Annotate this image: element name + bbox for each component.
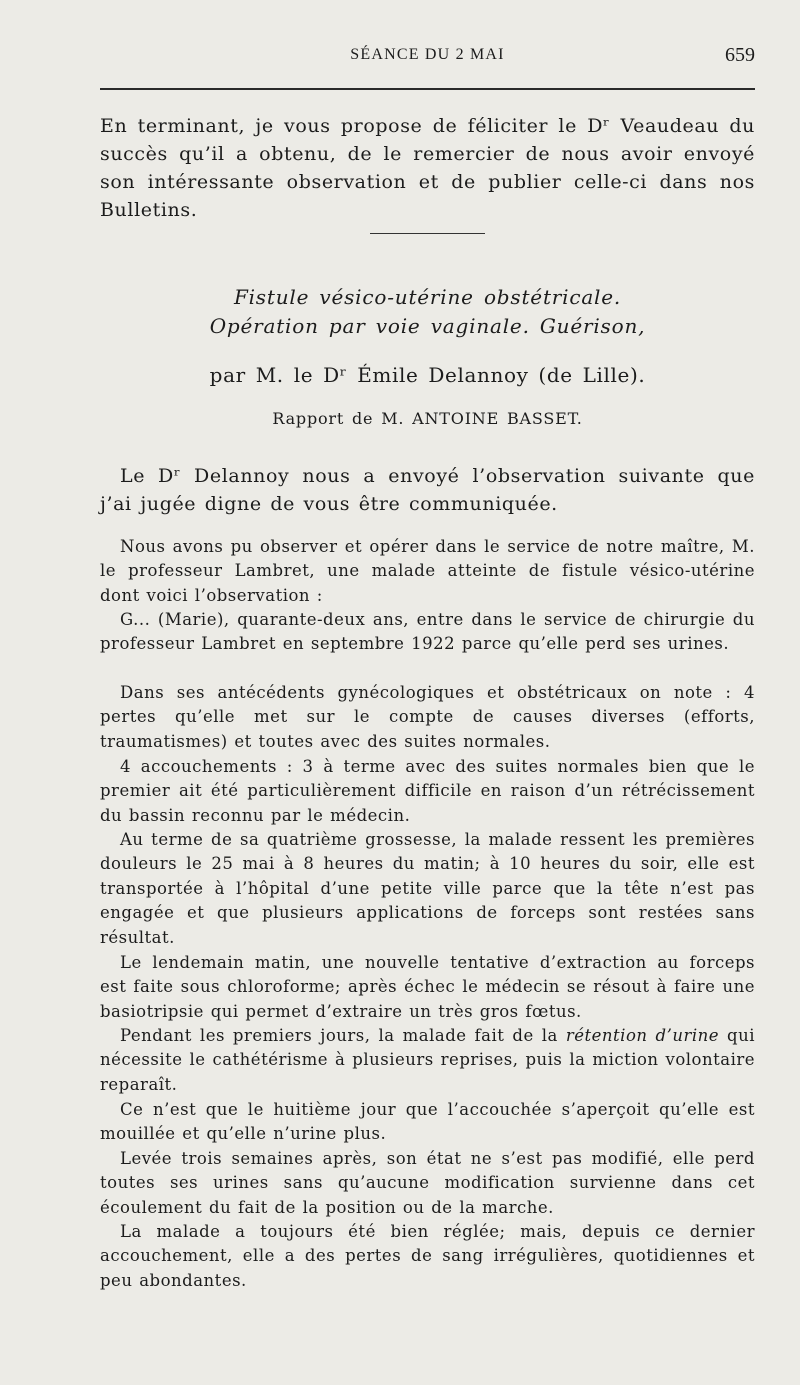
page-number: 659 xyxy=(725,44,755,66)
p7-text-after: qui nécessite le cathétérisme à plusieurs reprises, puis la miction volontaire reparaît. xyxy=(100,1026,755,1094)
body-paragraph-2: G... (Marie), quarante-deux ans, entre dans le service de chirurgie du professeur Lambret en septembre 1922 parce qu’elle perd ses urines. xyxy=(100,610,755,654)
body-paragraph-3: Dans ses antécédents gynécologiques et obstétricaux on note : 4 pertes qu’elle met sur le compte de causes diverses (efforts, traumatismes) et toutes avec des suites normales. xyxy=(100,683,755,751)
body-paragraph-9: Levée trois semaines après, son état ne s’est pas modifié, elle perd toutes ses urines sans qu’aucune modification survienne dans cet écoulement du fait de la position ou de la marche. xyxy=(100,1149,755,1217)
body-paragraph-7 xyxy=(100,1024,755,1097)
header-rule xyxy=(100,88,755,90)
section-separator xyxy=(370,233,485,234)
body-paragraph-10: La malade a toujours été bien réglée; mais, depuis ce dernier accouchement, elle a des pertes de sang irrégulières, quotidiennes et peu abondantes. xyxy=(100,1222,755,1290)
intro-paragraph: En terminant, je vous propose de féliciter le Dʳ Veaudeau du succès qu’il a obtenu, de le remercier de nous avoir envoyé son intéressante observation et de publier celle-ci dans nos Bulletins. xyxy=(100,115,755,221)
body-paragraph-1: Nous avons pu observer et opérer dans le service de notre maître, M. le professeur Lambret, une malade atteinte de fistule vésico-utérine dont voici l’observation : xyxy=(100,537,755,605)
body-paragraph-4: 4 accouchements : 3 à terme avec des suites normales bien que le premier ait été particulièrement difficile en raison d’un rétrécissement du bassin reconnu par le médecin. xyxy=(100,757,755,825)
article-title-line2: Opération par voie vaginale. Guérison, xyxy=(209,314,646,338)
running-header xyxy=(100,46,755,70)
body-paragraph-6: Le lendemain matin, une nouvelle tentative d’extraction au forceps est faite sous chloroforme; après échec le médecin se résout à faire une basiotripsie qui permet d’extraire un très gros fœtus. xyxy=(100,953,755,1021)
p7-text-before: Pendant les premiers jours, la malade fait de la xyxy=(120,1026,566,1045)
body-paragraph-5: Au terme de sa quatrième grossesse, la malade ressent les premières douleurs le 25 mai à 8 heures du matin; à 10 heures du soir, elle est transportée à l’hôpital d’une petite ville parce que la tête n’est pas engagée et que plusieurs applications de forceps sont restées sans résultat. xyxy=(100,830,755,947)
report-attribution: Rapport de M. ANTOINE BASSET. xyxy=(272,409,583,428)
lead-paragraph: Le Dʳ Delannoy nous a envoyé l’observation suivante que j’ai jugée digne de vous être communiquée. xyxy=(100,465,755,515)
running-title: SÉANCE DU 2 MAI xyxy=(350,46,505,63)
article-byline: par M. le Dʳ Émile Delannoy (de Lille). xyxy=(209,363,646,387)
body-paragraph-8: Ce n’est que le huitième jour que l’accouchée s’aperçoit qu’elle est mouillée et qu’elle n’urine plus. xyxy=(100,1100,755,1144)
article-title-line1: Fistule vésico-utérine obstétricale. xyxy=(233,285,622,309)
p7-italic-term: rétention d’urine xyxy=(565,1026,719,1045)
